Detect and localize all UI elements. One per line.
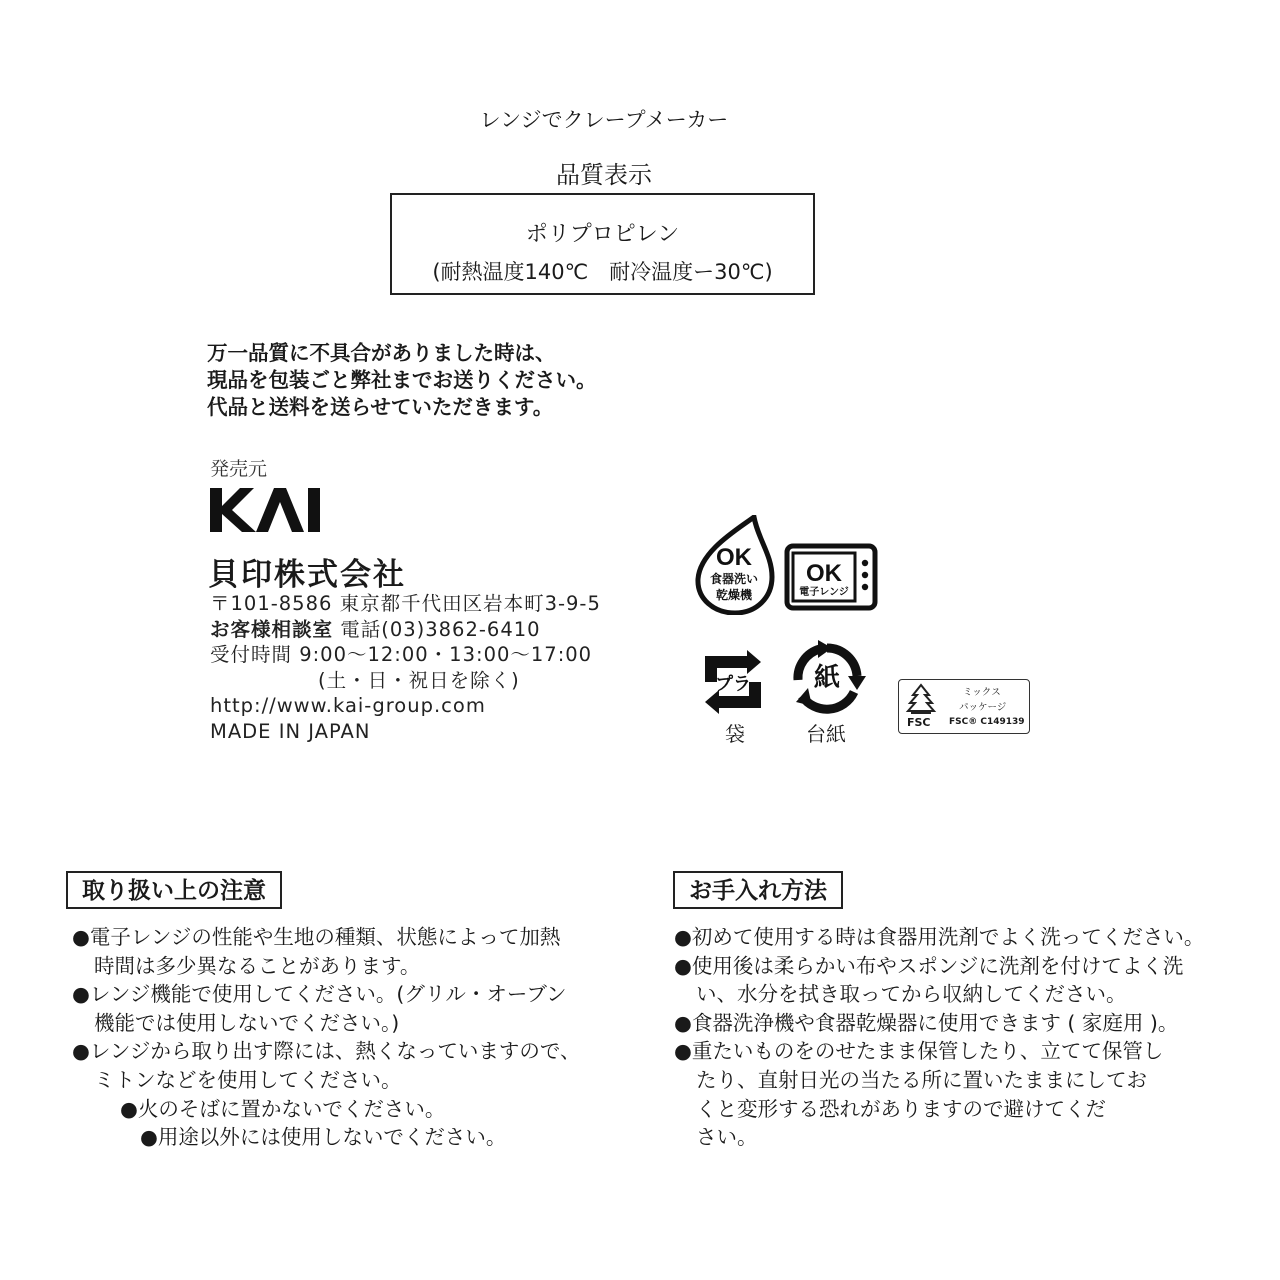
phone: 電話(03)3862-6410 (340, 617, 541, 641)
care-item (674, 1095, 1204, 1124)
handling-item (72, 1123, 580, 1152)
defect-notice-line: 現品を包装ごと弊社までお送りください。 (207, 368, 597, 392)
care-item-text: くと変形する恐れがありますので避けてくだ (696, 1096, 1106, 1121)
paper-symbol: 紙 (813, 663, 841, 693)
handling-item-text: ミトンなどを使用してください。 (94, 1067, 402, 1092)
bullet-icon (120, 1097, 138, 1121)
handling-title: 取り扱い上の注意 (66, 871, 282, 909)
handling-list (72, 923, 580, 1152)
care-item (674, 1123, 1204, 1152)
material-name: ポリプロピレン (525, 222, 680, 247)
microwave-label: 電子レンジ (799, 587, 849, 598)
plastic-symbol: プラ (715, 674, 751, 695)
paper-recycle-icon (788, 640, 866, 716)
care-item (674, 1037, 1204, 1066)
care-item-text: い、水分を拭き取ってから収納してください。 (696, 982, 1127, 1007)
bullet-icon (72, 925, 90, 949)
plastic-recycle-icon (695, 648, 771, 716)
care-item-text: 使用後は柔らかい布やスポンジに洗剤を付けてよく洗 (691, 953, 1184, 978)
care-item (674, 952, 1204, 981)
handling-item (72, 1095, 580, 1124)
defect-notice (207, 340, 597, 421)
fsc-line1: ミックス (963, 687, 1001, 698)
defect-notice-line: 万一品質に不具合がありました時は、 (207, 341, 556, 365)
handling-item (72, 1066, 580, 1095)
handling-item (72, 1009, 580, 1038)
fsc-mark (898, 679, 1030, 734)
handling-item (72, 923, 580, 952)
paper-mark-label: 台紙 (806, 722, 846, 746)
handling-item-text: 時間は多少異なることがあります。 (94, 953, 421, 978)
quality-heading: 品質表示 (556, 161, 652, 189)
bullet-icon (674, 1039, 692, 1063)
handling-item-text: 用途以外には使用しないでください。 (157, 1125, 507, 1150)
bullet-icon (674, 925, 692, 949)
plastic-mark-label: 袋 (725, 722, 745, 746)
bullet-icon (72, 1039, 90, 1063)
contact-block (210, 591, 601, 744)
material-box (390, 193, 815, 295)
care-list (674, 923, 1204, 1152)
microwave-ok-icon (784, 543, 878, 613)
bullet-icon (72, 982, 90, 1006)
care-item (674, 1009, 1204, 1038)
handling-item (72, 980, 580, 1009)
company-name: 貝印株式会社 (208, 557, 406, 593)
dishwasher-ok-icon (694, 515, 776, 615)
handling-item (72, 1037, 580, 1066)
handling-item-text: レンジから取り出す際には、熱くなっていますので、 (89, 1039, 581, 1064)
business-hours: 受付時間 9:00〜12:00・13:00〜17:00 (210, 643, 593, 666)
care-item-text: 重たいものをのせたまま保管したり、立てて保管し (691, 1039, 1164, 1064)
fsc-code: FSC® C149139 (949, 717, 1025, 727)
bullet-icon (674, 954, 692, 978)
customer-center-line (210, 617, 601, 643)
closed-days: (土・日・祝日を除く) (318, 668, 520, 692)
website-url: http://www.kai-group.com (210, 694, 486, 717)
seller-label: 発売元 (210, 458, 268, 480)
care-item-text: 初めて使用する時は食器用洗剤でよく洗ってください。 (691, 925, 1205, 949)
microwave-ok-text: OK (806, 560, 842, 587)
customer-center-label: お客様相談室 (210, 617, 334, 641)
defect-notice-line: 代品と送料を送らせていただきます。 (207, 395, 554, 419)
care-item-text: たり、直射日光の当たる所に置いたままにしてお (696, 1067, 1147, 1092)
handling-item (72, 952, 580, 981)
bullet-icon (674, 1011, 692, 1035)
care-item (674, 980, 1204, 1009)
address: 〒101-8586 東京都千代田区岩本町3-9-5 (210, 592, 601, 615)
fsc-logo-text: FSC (907, 716, 931, 729)
dishwasher-line2: 乾燥機 (715, 588, 753, 602)
handling-item-text: レンジ機能で使用してください。(グリル・オーブン (89, 982, 567, 1007)
bullet-icon (140, 1125, 158, 1149)
material-temps: (耐熱温度140℃ 耐冷温度ー30℃) (432, 260, 773, 284)
product-title: レンジでクレープメーカー (479, 108, 729, 132)
handling-item-text: 火のそばに置かないでください。 (137, 1096, 446, 1121)
care-item (674, 923, 1204, 952)
kai-logo (210, 488, 322, 534)
care-item-text: さい。 (696, 1125, 758, 1150)
fsc-tree-icon (905, 683, 937, 717)
fsc-line2: パッケージ (959, 702, 1007, 713)
dishwasher-line1: 食器洗い (709, 572, 759, 586)
handling-item-text: 電子レンジの性能や生地の種類、状態によって加熱 (89, 925, 561, 949)
care-item-text: 食器洗浄機や食器乾燥器に使用できます ( 家庭用 )。 (691, 1010, 1179, 1035)
care-item (674, 1066, 1204, 1095)
handling-item-text: 機能では使用しないでください。) (94, 1010, 400, 1035)
made-in: MADE IN JAPAN (210, 719, 371, 743)
care-title: お手入れ方法 (673, 871, 843, 909)
dishwasher-ok-text: OK (716, 544, 752, 571)
